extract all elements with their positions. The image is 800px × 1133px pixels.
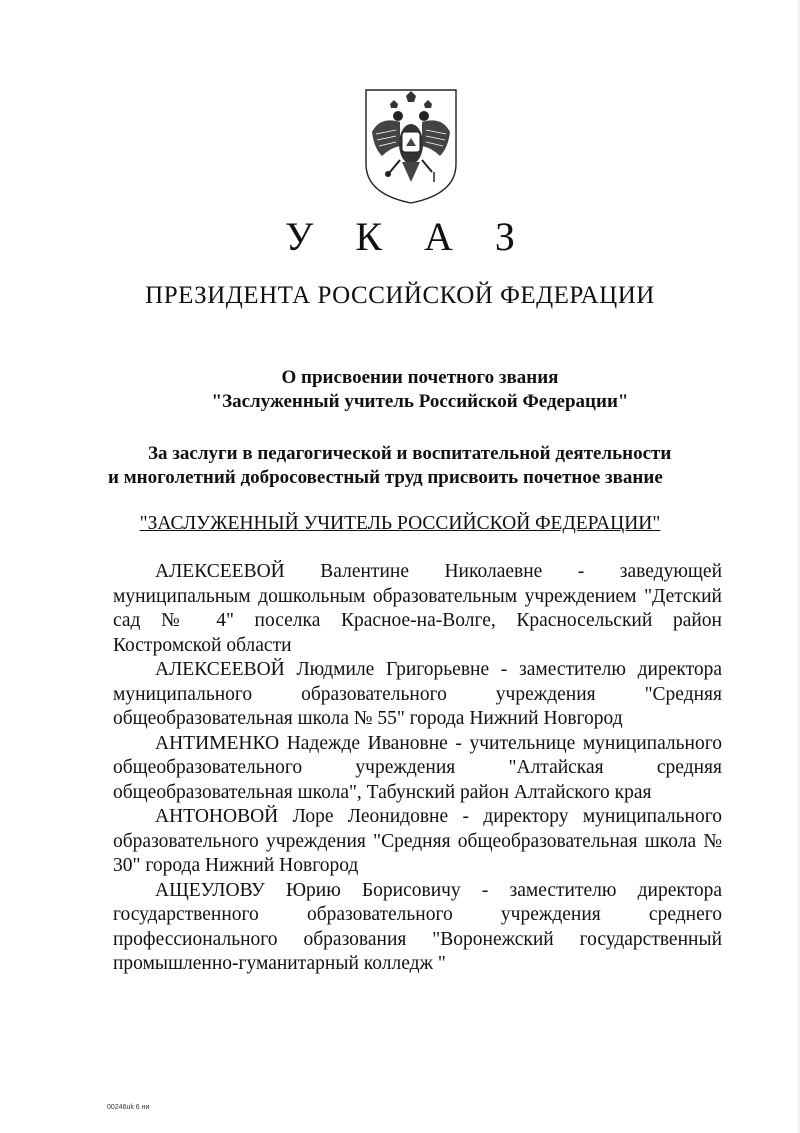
list-item bbox=[113, 732, 722, 806]
recipient-details: Людмиле Григорьевне - заместителю директора муниципального образовательного учреждения "Средняя общеобразовательная школа № 55" города Нижний Новгород bbox=[113, 659, 723, 729]
decree-intro-line-2: и многолетний добросовестный труд присвоить почетное звание bbox=[108, 467, 663, 488]
recipient-details: Лоре Леонидовне - директору муниципального образовательного учреждения "Средняя общеобразовательная школа № 30" города Нижний Новгород bbox=[113, 806, 722, 876]
document-subtitle: ПРЕЗИДЕНТА РОССИЙСКОЙ ФЕДЕРАЦИИ bbox=[145, 282, 655, 309]
decree-heading bbox=[120, 366, 720, 414]
recipient-surname: АНТИМЕНКО bbox=[155, 732, 280, 754]
recipient-details: Юрию Борисовичу - заместителю директора государственного образовательного учреждения среднего профессионального образования "Воронежский государственный промышленно-гуманитарный колледж " bbox=[113, 879, 722, 974]
decree-heading-line-2: "Заслуженный учитель Российской Федерации" bbox=[211, 391, 629, 412]
recipient-surname: АНТОНОВОЙ bbox=[155, 806, 279, 827]
list-item bbox=[113, 805, 722, 879]
document-code: 00246uk 6 ни bbox=[107, 1104, 150, 1111]
recipient-details: Надежде Ивановне - учительнице муниципального общеобразовательного учреждения "Алтайская средняя общеобразовательная школа", Табунский район Алтайского края bbox=[113, 732, 722, 803]
document-title: У К А З bbox=[285, 214, 531, 259]
decree-intro-line-1: За заслуги в педагогической и воспитательной деятельности bbox=[148, 443, 672, 464]
scan-edge bbox=[796, 0, 800, 1133]
decree-intro bbox=[108, 442, 724, 490]
recipient-surname: АЛЕКСЕЕВОЙ bbox=[155, 659, 285, 680]
recipient-surname: АЛЕКСЕЕВОЙ bbox=[155, 561, 285, 582]
state-emblem-icon bbox=[360, 86, 462, 206]
recipient-surname: АЩЕУЛОВУ bbox=[155, 879, 265, 901]
recipient-list bbox=[113, 560, 722, 977]
list-item bbox=[113, 879, 722, 977]
recipient-details: Валентине Николаевне - заведующей муниципальным дошкольным образовательным учреждением "Детский сад № 4" поселка Красное-на-Волге, Красносельский район Костромской области bbox=[113, 561, 723, 656]
list-item bbox=[113, 560, 722, 658]
award-title: "ЗАСЛУЖЕННЫЙ УЧИТЕЛЬ РОССИЙСКОЙ ФЕДЕРАЦИИ" bbox=[139, 513, 661, 534]
decree-heading-line-1: О присвоении почетного звания bbox=[281, 367, 559, 388]
list-item bbox=[113, 658, 722, 732]
